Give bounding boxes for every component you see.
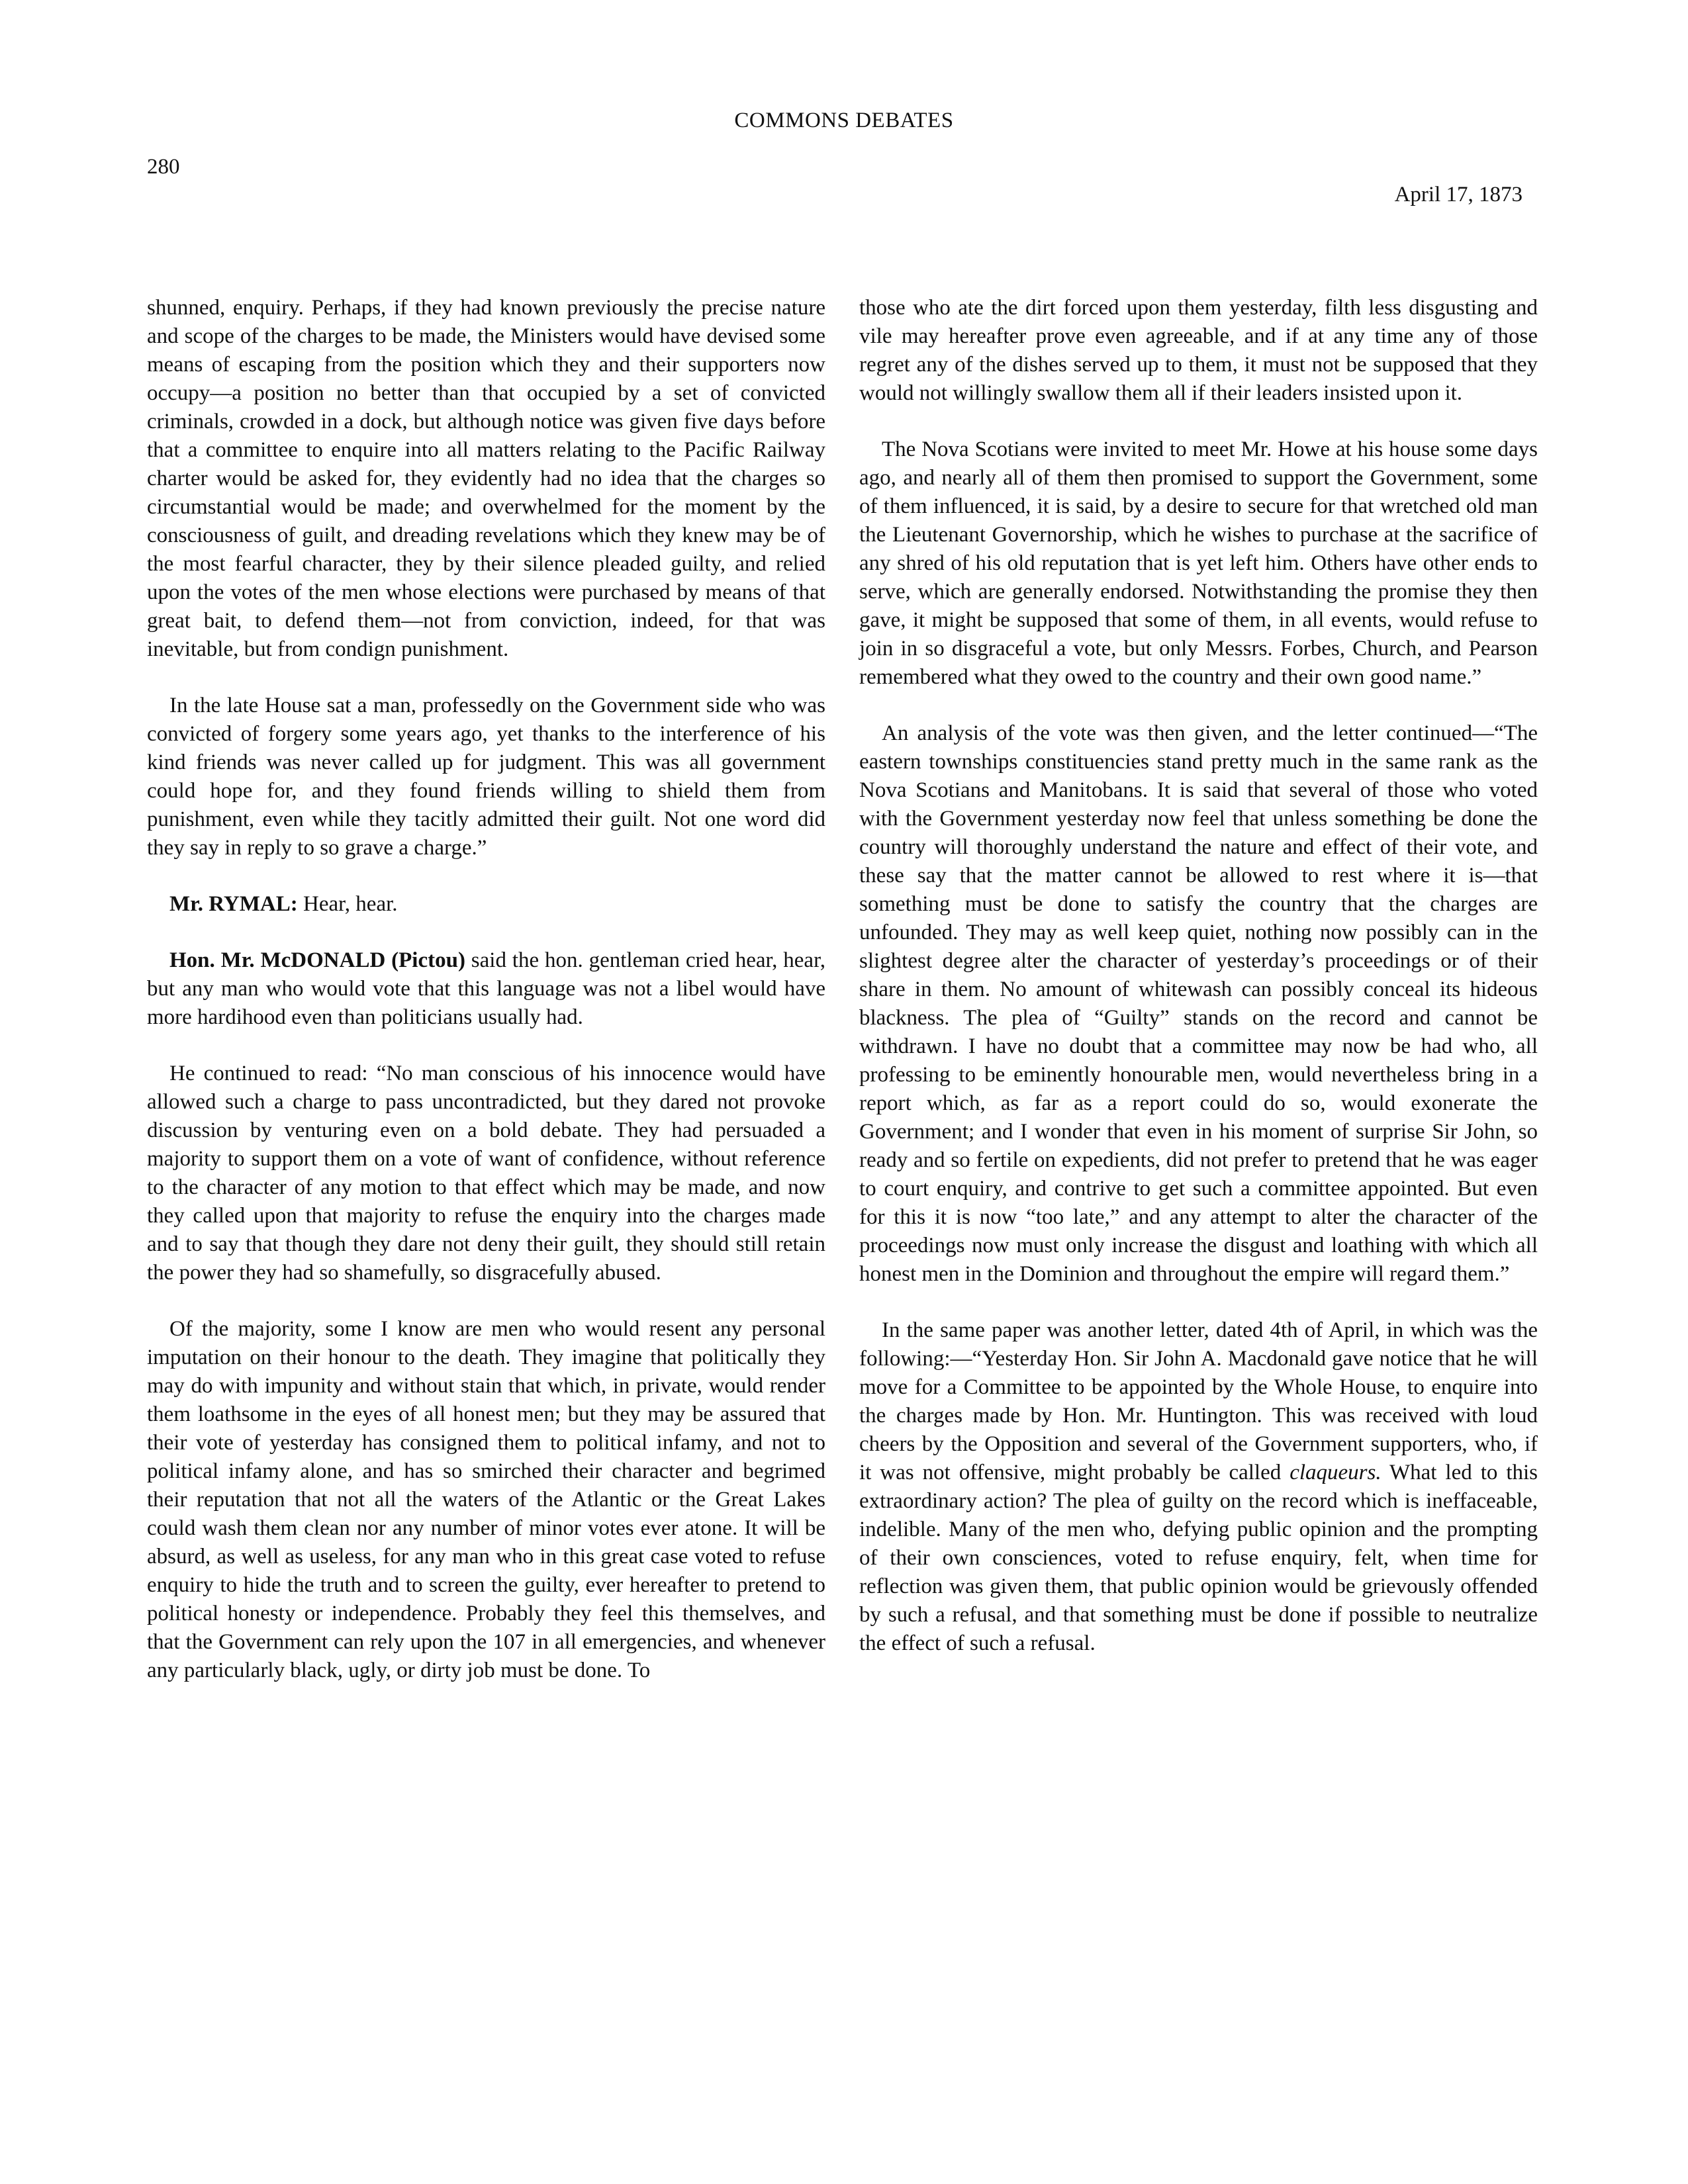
speaker-name: Hon. Mr. McDONALD (Pictou) [169,948,465,972]
page-date: April 17, 1873 [1394,183,1523,206]
text-run: In the same paper was another letter, dated 4th of April, in which was the following:—“Yesterday Hon. Sir John A. Macdonald gave notice that he will move for a Committee to be appointed by the Whole House, to enquire into the charges made by Hon. Mr. Huntington. This was received with loud cheers by the Opposition and several of the Government supporters, who, if it was not offensive, might probably be called [859,1318,1538,1484]
right-column [859,294,1538,1686]
left-column [147,294,825,1713]
paragraph: In the late House sat a man, professedly on the Government side who was convicted of forgery some years ago, yet thanks to the interference of his kind friends was never called up for judgment. This was all government could hope for, and they found friends willing to shield them from punishment, even while they tacitly admitted their guilt. Not one word did they say in reply to so grave a charge.” [147,694,825,860]
speaker-name: Mr. RYMAL: [169,892,298,916]
paragraph: shunned, enquiry. Perhaps, if they had known previously the precise nature and scope of the charges to be made, the Ministers would have devised some means of escaping from the position which they and their supporters now occupy—a position no better than that occupied by a set of convicted criminals, crowded in a dock, but although notice was given five days before that a committee to enquire into all matters relating to the Pacific Railway charter would be asked for, they evidently had no idea that the charges so circumstantial would be made; and overwhelmed for the moment by the consciousness of guilt, and dreading revelations which they knew may be of the most fearful character, they by their silence pleaded guilty, and relied upon the votes of the men whose elections were purchased by means of that great bait, to defend them—not from conviction, indeed, for that was inevitable, but from condign punishment. [147,296,825,661]
page-header-title: COMMONS DEBATES [734,109,954,132]
paragraph [859,1316,1538,1658]
speech-text: said the hon. gentleman cried hear, hear, but any man who would vote that this language was not a libel would have more hardihood even than politicians usually had. [147,948,825,1029]
paragraph: those who ate the dirt forced upon them yesterday, filth less disgusting and vile may hereafter prove even agreeable, and if at any time any of those regret any of the dishes served up to them, it must not be supposed that they would not willingly swallow them all if their leaders insisted upon it. [859,296,1538,405]
speech-mcdonald [147,946,825,1032]
paragraph: The Nova Scotians were invited to meet Mr. Howe at his house some days ago, and nearly all of them then promised to support the Government, some of them influenced, it is said, by a desire to secure for that wretched old man the Lieutenant Governorship, which he wishes to purchase at the sacrifice of any shred of his old reputation that is yet left him. Others have other ends to serve, which are generally endorsed. Notwithstanding the promise they then gave, it might be supposed that some of them, in all events, would refuse to join in so disgraceful a vote, but only Messrs. Forbes, Church, and Pearson remembered what they owed to the country and their own good name.” [859,437,1538,689]
text-run: What led to this extraordinary action? The plea of guilty on the record which is ineffaceable, indelible. Many of the men who, defying public opinion and the prompting of their own consciences, voted to refuse enquiry, felt, when time for reflection was given them, that public opinion would be grievously offended by such a refusal, and that something must be done if possible to neutralize the effect of such a refusal. [859,1461,1538,1655]
speech-text: Hear, hear. [297,892,398,916]
paragraph: Of the majority, some I know are men who would resent any personal imputation on their honour to the death. They imagine that politically they may do with impunity and without stain that which, in private, would render them loathsome in the eyes of all honest men; but they may be assured that their vote of yesterday has consigned them to political infamy, and not to political infamy alone, and has so smirched their character and begrimed their reputation that not all the waters of the Atlantic or the Great Lakes could wash them clean nor any number of minor votes ever atone. It will be absurd, as well as useless, for any man who in this great case voted to refuse enquiry to hide the truth and to screen the guilty, ever hereafter to pretend to political honesty or independence. Probably they feel this themselves, and that the Government can rely upon the 107 in all emergencies, and whenever any particularly black, ugly, or dirty job must be done. To [147,1317,825,1682]
paragraph: An analysis of the vote was then given, and the letter continued—“The eastern townships constituencies stand pretty much in the same rank as the Nova Scotians and Manitobans. It is said that several of those who voted with the Government yesterday now feel that unless something be done the country will thoroughly understand the nature and effect of their vote, and these say that the matter cannot be allowed to rest where it is—that something must be done to satisfy the country that the charges are unfounded. They may as well keep quiet, nothing now possibly can in the slightest degree alter the character of yesterday’s proceedings or of their share in them. No amount of whitewash can possibly conceal its hideous blackness. The plea of “Guilty” stands on the record and cannot be withdrawn. I have no doubt that a committee may now be had who, all professing to be eminently honourable men, would nevertheless bring in a report which, as far as a report could do so, would exonerate the Government; and I wonder that even in his moment of surprise Sir John, so ready and so fertile on expedients, did not prefer to pretend that he was eager to court enquiry, and contrive to get such a committee appointed. But even for this it is now “too late,” and any attempt to alter the character of the proceedings now must only increase the disgust and loathing with which all honest men in the Dominion and throughout the empire will regard them.” [859,721,1538,1286]
italic-term: claqueurs. [1289,1461,1382,1484]
page-number: 280 [147,155,180,179]
paragraph: He continued to read: “No man conscious of his innocence would have allowed such a charge to pass uncontradicted, but they dared not provoke discussion by venturing even on a bold debate. They had persuaded a majority to support them on a vote of want of confidence, without reference to the character of any motion to that effect which may be made, and now they called upon that majority to refuse the enquiry into the charges made and to say that though they dare not deny their guilt, they should still retain the power they had so shamefully, so disgracefully abused. [147,1062,825,1285]
speech-rymal [147,890,825,919]
